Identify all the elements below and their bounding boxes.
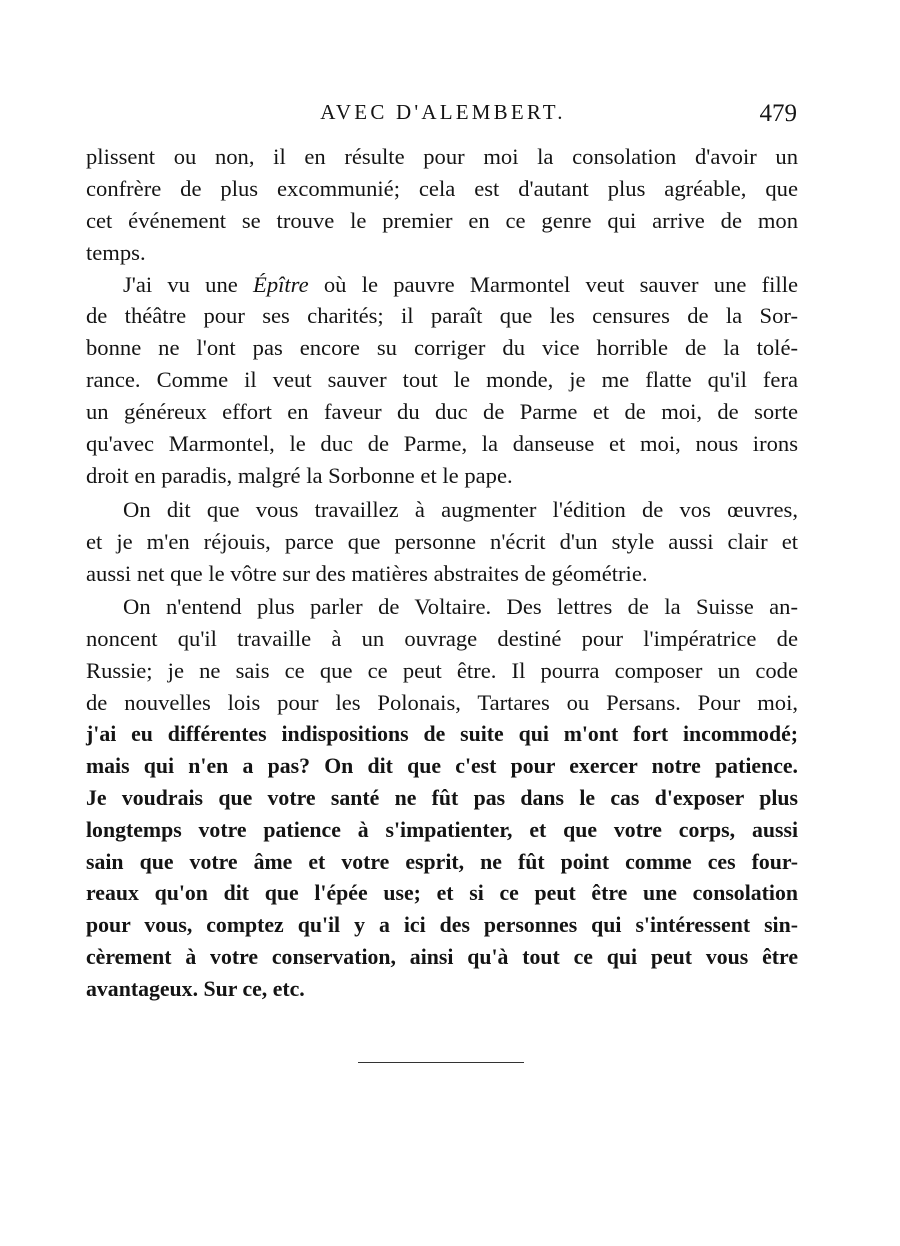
text-line: temps.	[86, 239, 146, 265]
paragraph-3	[86, 494, 798, 590]
paragraph-4	[86, 591, 798, 1006]
text-line: de théâtre pour ses charités; il paraît que les censures de la Sor-	[86, 303, 798, 329]
text-line: et je m'en réjouis, parce que personne n'écrit d'un style aussi clair et	[86, 528, 798, 554]
text-line: pour vous, comptez qu'il y a ici des personnes qui s'intéressent sin-	[86, 913, 798, 938]
text-line: avantageux. Sur ce, etc.	[86, 977, 305, 1002]
text-line: noncent qu'il travaille à un ouvrage destiné pour l'impératrice de	[86, 626, 798, 652]
running-head	[85, 94, 797, 130]
text-line: plissent ou non, il en résulte pour moi la consolation d'avoir un	[86, 144, 798, 169]
text-line: cet événement se trouve le premier en ce genre qui arrive de mon	[86, 207, 798, 233]
text-line: Russie; je ne sais ce que ce peut être. Il pourra composer un code	[86, 658, 798, 684]
text-line: On n'entend plus parler de Voltaire. Des lettres de la Suisse an-	[123, 594, 798, 620]
text-line: reaux qu'on dit que l'épée use; et si ce peut être une consolation	[86, 881, 798, 906]
text-line: rance. Comme il veut sauver tout le monde, je me flatte qu'il fera	[86, 367, 798, 393]
text-line: aussi net que le vôtre sur des matières abstraites de géométrie.	[86, 560, 648, 586]
text-line: droit en paradis, malgré la Sorbonne et le pape.	[86, 462, 513, 488]
text-line: Je voudrais que votre santé ne fût pas dans le cas d'exposer plus	[86, 785, 798, 810]
text-line: confrère de plus excommunié; cela est d'autant plus agréable, que	[86, 175, 798, 201]
text-line: j'ai eu différentes indispositions de suite qui m'ont fort incommodé;	[86, 722, 798, 747]
text-run: J'ai vu une	[123, 271, 254, 297]
page-number: 479	[759, 100, 797, 127]
running-title: AVEC D'ALEMBERT.	[320, 100, 566, 124]
text-line: On dit que vous travaillez à augmenter l'édition de vos œuvres,	[123, 496, 798, 522]
text-line: longtemps votre patience à s'impatienter, et que votre corps, aussi	[86, 817, 798, 842]
end-rule	[358, 1062, 524, 1063]
paragraph-2	[86, 269, 798, 492]
text-line: cèrement à votre conservation, ainsi qu'à tout ce qui peut vous être	[86, 945, 798, 970]
text-line: mais qui n'en a pas? On dit que c'est pour exercer notre patience.	[86, 753, 798, 778]
text-line: qu'avec Marmontel, le duc de Parme, la danseuse et moi, nous irons	[86, 431, 798, 457]
text-line: de nouvelles lois pour les Polonais, Tartares ou Persans. Pour moi,	[86, 690, 798, 716]
text-line: sain que votre âme et votre esprit, ne fût point comme ces four-	[86, 849, 798, 874]
work-title: Épître	[253, 271, 309, 297]
text-line: un généreux effort en faveur du duc de Parme et de moi, de sorte	[86, 399, 798, 425]
text-line	[86, 269, 798, 301]
letter-body	[86, 141, 798, 1006]
text-run: où le pauvre Marmontel veut sauver une fille	[308, 271, 798, 297]
text-line: bonne ne l'ont pas encore su corriger du vice horrible de la tolé-	[86, 335, 798, 361]
paragraph-1	[86, 141, 798, 269]
